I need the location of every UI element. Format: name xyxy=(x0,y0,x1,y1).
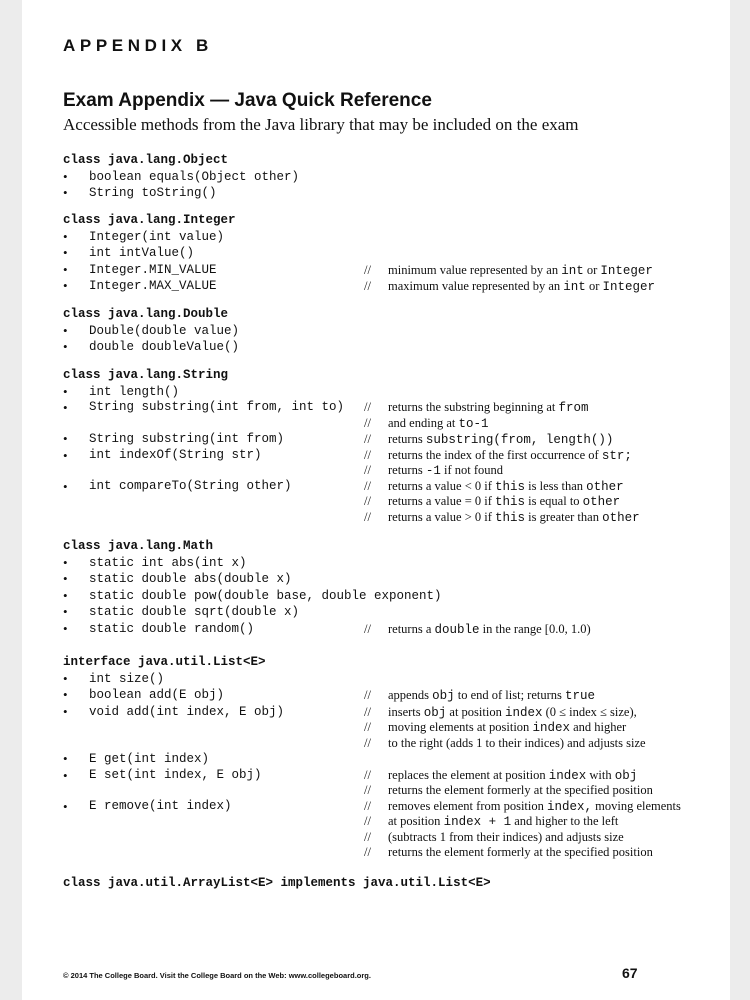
method-comment: // returns the element formerly at the specified position xyxy=(364,783,653,797)
comment-marker: // xyxy=(364,494,371,508)
method-row xyxy=(63,604,723,621)
method-comment: // to the right (adds 1 to their indices) and adjusts size xyxy=(364,735,646,750)
bullet: • xyxy=(63,278,68,293)
method-signature: boolean equals(Object other) xyxy=(89,169,300,184)
section-integer xyxy=(63,212,723,295)
method-comment: // minimum value represented by an int or Integer xyxy=(364,262,653,278)
bullet: • xyxy=(63,322,68,338)
section-string xyxy=(63,367,723,525)
method-row xyxy=(63,431,723,448)
method-row xyxy=(63,169,723,186)
bullet: • xyxy=(63,587,68,603)
comment-row xyxy=(63,845,723,861)
bullet: • xyxy=(63,687,68,702)
method-row xyxy=(63,555,723,572)
comment-marker: // xyxy=(364,478,371,493)
method-signature: int size() xyxy=(89,671,165,686)
method-comment: // returns a double in the range [0.0, 1.0) xyxy=(364,621,591,637)
method-row xyxy=(63,704,723,721)
method-comment: // returns a value < 0 if this is less than other xyxy=(364,478,624,494)
comment-marker: // xyxy=(364,735,371,750)
class-header-object: class java.lang.Object xyxy=(63,153,229,167)
comment-row xyxy=(63,783,723,799)
method-row xyxy=(63,384,723,401)
method-comment: // returns a value = 0 if this is equal to other xyxy=(364,494,621,509)
method-signature: Integer(int value) xyxy=(89,229,225,244)
method-comment: // removes element from position index, moving elements xyxy=(364,798,681,814)
method-signature: String toString() xyxy=(89,186,217,200)
method-row xyxy=(63,799,723,815)
comment-marker: // xyxy=(364,688,371,702)
comment-marker: // xyxy=(364,704,371,719)
method-row xyxy=(63,621,723,638)
comment-marker: // xyxy=(364,621,371,636)
bullet: • xyxy=(63,703,68,719)
bullet: • xyxy=(63,571,68,586)
comment-marker: // xyxy=(364,509,371,524)
bullet: • xyxy=(63,185,68,200)
method-comment: // maximum value represented by an int or Integer xyxy=(364,279,655,294)
method-signature: int intValue() xyxy=(89,246,195,260)
method-signature: Integer.MAX_VALUE xyxy=(89,279,217,293)
method-comment: // moving elements at position index and higher xyxy=(364,720,627,735)
method-row xyxy=(63,229,723,246)
method-comment: // returns substring(from, length()) xyxy=(364,432,614,447)
method-row xyxy=(63,323,723,340)
bullet: • xyxy=(63,261,68,277)
bullet: • xyxy=(63,767,68,783)
comment-marker: // xyxy=(364,432,371,446)
bullet: • xyxy=(63,431,68,446)
page-subtitle: Accessible methods from the Java library that may be included on the exam xyxy=(63,115,579,134)
comment-marker: // xyxy=(364,463,371,477)
method-comment: // returns a value > 0 if this is greater than other xyxy=(364,509,640,525)
method-signature: static double sqrt(double x) xyxy=(89,605,300,619)
bullet: • xyxy=(63,751,68,766)
bullet: • xyxy=(63,478,68,494)
bullet: • xyxy=(63,554,68,570)
comment-row xyxy=(63,736,723,752)
comment-marker: // xyxy=(364,720,371,734)
class-header-arraylist: class java.util.ArrayList<E> implements java.util.List<E> xyxy=(63,876,491,890)
bullet: • xyxy=(63,245,68,260)
method-signature: static int abs(int x) xyxy=(89,555,247,570)
comment-marker: // xyxy=(364,447,371,462)
bullet: • xyxy=(63,620,68,636)
comment-row xyxy=(63,463,723,479)
section-object xyxy=(63,152,723,202)
method-signature: E get(int index) xyxy=(89,752,210,766)
class-header-string: class java.lang.String xyxy=(63,368,229,382)
method-comment: // returns the substring beginning at from xyxy=(364,400,589,415)
bullet: • xyxy=(63,228,68,244)
comment-row xyxy=(63,720,723,736)
comment-marker: // xyxy=(364,415,371,430)
comment-row xyxy=(63,830,723,846)
method-row xyxy=(63,339,723,356)
comment-marker: // xyxy=(364,279,371,293)
class-header-integer: class java.lang.Integer xyxy=(63,213,236,227)
method-row xyxy=(63,571,723,588)
bullet: • xyxy=(63,798,68,814)
method-comment: // returns the index of the first occurrence of str; xyxy=(364,447,632,463)
appendix-label: APPENDIX B xyxy=(63,36,213,55)
class-header-double: class java.lang.Double xyxy=(63,307,229,321)
method-signature: static double pow(double base, double exponent) xyxy=(89,588,442,603)
comment-marker: // xyxy=(364,262,371,277)
comment-row xyxy=(63,814,723,830)
section-list xyxy=(63,654,723,861)
comment-row xyxy=(63,416,723,432)
method-comment: // (subtracts 1 from their indices) and adjusts size xyxy=(364,829,624,844)
bullet: • xyxy=(63,447,68,463)
method-signature: void add(int index, E obj) xyxy=(89,704,285,719)
method-row xyxy=(63,671,723,688)
class-header-math: class java.lang.Math xyxy=(63,539,214,553)
bullet: • xyxy=(63,168,68,184)
bullet: • xyxy=(63,339,68,354)
method-signature: int compareTo(String other) xyxy=(89,478,292,493)
method-signature: int indexOf(String str) xyxy=(89,447,262,462)
method-signature: String substring(int from) xyxy=(89,432,285,446)
method-signature: static double random() xyxy=(89,621,255,636)
method-row xyxy=(63,185,723,202)
page-number: 67 xyxy=(622,965,638,981)
method-row xyxy=(63,768,723,784)
comment-marker: // xyxy=(364,767,371,782)
method-comment: // and ending at to-1 xyxy=(364,415,489,431)
comment-marker: // xyxy=(364,814,371,828)
comment-marker: // xyxy=(364,783,371,797)
comment-marker: // xyxy=(364,845,371,859)
method-row xyxy=(63,262,723,279)
method-comment: // inserts obj at position index (0 ≤ index ≤ size), xyxy=(364,704,637,720)
method-comment: // returns -1 if not found xyxy=(364,463,504,478)
method-signature: static double abs(double x) xyxy=(89,572,292,586)
method-row xyxy=(63,400,723,416)
bullet: • xyxy=(63,670,68,686)
bullet: • xyxy=(63,400,68,415)
section-arraylist xyxy=(63,875,723,892)
copyright-footer: © 2014 The College Board. Visit the College Board on the Web: www.collegeboard.org. xyxy=(63,971,371,980)
method-row xyxy=(63,588,723,605)
method-comment: // replaces the element at position index with obj xyxy=(364,767,638,783)
method-row xyxy=(63,448,723,464)
page-title: Exam Appendix — Java Quick Reference xyxy=(63,90,432,111)
method-signature: Double(double value) xyxy=(89,323,240,338)
method-row xyxy=(63,479,723,495)
method-signature: boolean add(E obj) xyxy=(89,688,225,702)
method-signature: String substring(int from, int to) xyxy=(89,400,345,414)
method-row xyxy=(63,278,723,295)
section-math xyxy=(63,538,723,637)
comment-marker: // xyxy=(364,829,371,844)
section-double xyxy=(63,306,723,356)
method-signature: Integer.MIN_VALUE xyxy=(89,262,217,277)
method-row xyxy=(63,687,723,704)
comment-marker: // xyxy=(364,400,371,414)
method-comment: // at position index + 1 and higher to the left xyxy=(364,814,619,829)
comment-marker: // xyxy=(364,798,371,813)
method-signature: double doubleValue() xyxy=(89,340,240,354)
method-signature: E remove(int index) xyxy=(89,798,232,813)
method-row xyxy=(63,245,723,262)
bullet: • xyxy=(63,383,68,399)
method-comment: // appends obj to end of list; returns true xyxy=(364,688,596,703)
comment-row xyxy=(63,494,723,510)
method-comment: // returns the element formerly at the specified position xyxy=(364,845,653,859)
page xyxy=(22,0,730,1000)
bullet: • xyxy=(63,604,68,619)
method-signature: int length() xyxy=(89,384,180,399)
comment-row xyxy=(63,510,723,526)
method-row xyxy=(63,751,723,768)
interface-header-list: interface java.util.List<E> xyxy=(63,655,266,669)
method-signature: E set(int index, E obj) xyxy=(89,767,262,782)
